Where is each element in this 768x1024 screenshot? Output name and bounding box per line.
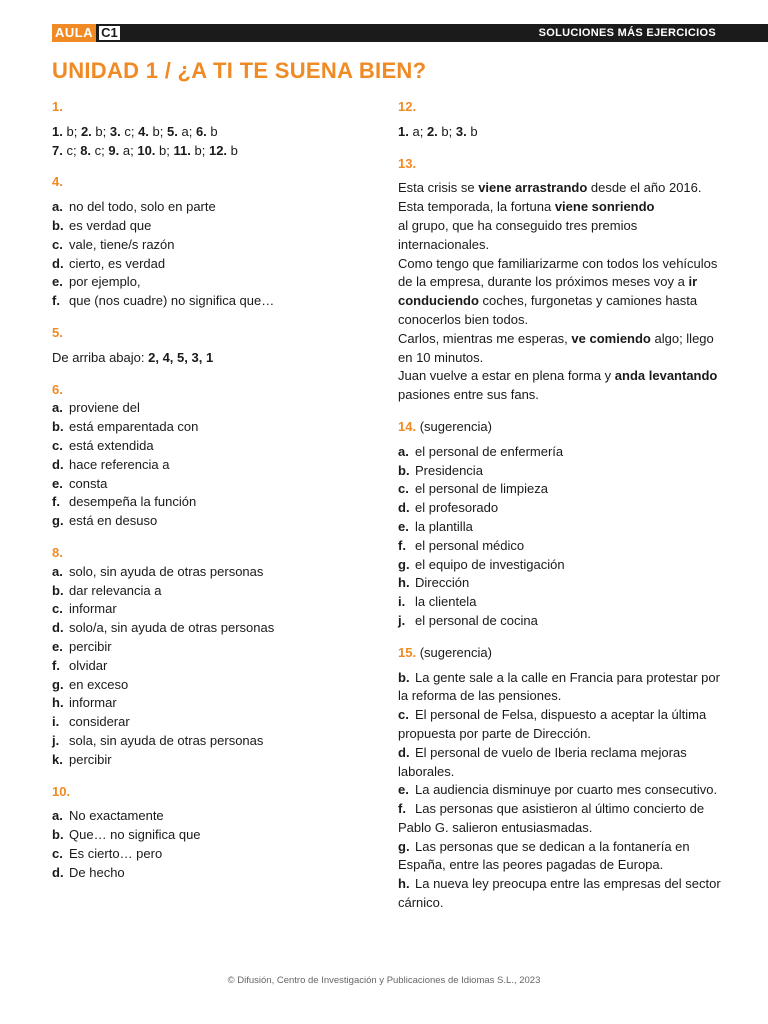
item-number: 12. [208,142,228,158]
item-text: la clientela [415,594,477,610]
item-letter: a. [52,199,63,215]
item-number: 6. [195,123,207,139]
item-text: vale, tiene/s razón [69,236,175,252]
list-item [398,518,728,537]
item-text: dar relevancia a [69,582,162,598]
item-letter: b. [398,462,410,478]
item-letter: f. [398,537,406,553]
item-letter: h. [398,575,410,591]
item-answer: c [66,142,73,158]
item-letter: c. [398,481,409,497]
item-text: el personal de cocina [415,612,538,628]
item-number: 5. [167,123,178,139]
exercise-number: 8. [52,544,63,560]
exercise-number: 12. [398,99,417,114]
item-letter: a. [52,400,63,416]
exercise-14 [398,418,728,631]
exercise-number: 15. [398,644,417,660]
item-letter: i. [52,714,60,730]
right-column [398,98,728,926]
item-letter: d. [52,456,64,472]
item-letter: k. [52,751,63,767]
answer-list [52,807,372,882]
item-letter: c. [52,236,63,252]
answer-sentence: Juan vuelve a estar en plena forma y anda levantando pasiones entre sus fans. [398,368,718,403]
answer-list [398,443,728,631]
item-text: Las personas que asistieron al último concierto de Pablo G. salieron entusiasmadas. [398,801,705,835]
item-text: La gente sale a la calle en Francia para protestar por la reforma de las pensiones. [398,669,720,704]
item-text: Las personas que se dedican a la fontanería en España, entre las peores pagadas de Europa. [398,838,690,873]
item-text: está emparentada con [69,419,199,435]
item-text: solo, sin ayuda de otras personas [69,563,264,579]
list-item [398,443,728,462]
item-letter: d. [52,620,64,636]
aula-logo [52,24,121,42]
item-letter: c. [52,601,63,617]
section-title: SOLUCIONES MÁS EJERCICIOS [538,27,716,39]
item-answer: b [210,123,218,139]
list-item [52,864,372,883]
exercise-number: 14. [398,418,417,434]
item-text: en exceso [69,676,129,692]
exercise-10 [52,783,372,883]
list-item [52,456,372,475]
item-text: el equipo de investigación [415,556,565,572]
answer-prefix: De arriba abajo: [52,349,149,365]
item-number: 9. [108,142,120,158]
list-item [398,499,728,518]
item-letter: d. [398,744,410,760]
item-letter: c. [52,437,63,453]
item-text: percibir [69,638,112,654]
item-text: el profesorado [415,500,499,516]
answer-sentence: Esta temporada, la fortuna viene sonriendo al grupo, que ha conseguido tres premios internacionales. [398,199,655,252]
list-item [52,600,372,619]
exercise-12 [398,98,728,142]
item-letter: g. [52,513,64,529]
exercise-number: 13. [398,155,417,171]
item-letter: j. [52,732,60,748]
item-letter: f. [52,293,60,309]
answer-highlight: viene arrastrando [478,180,588,196]
item-letter: i. [398,594,406,610]
item-text: la plantilla [415,518,473,534]
item-number: 4. [138,123,149,139]
list-item [398,574,728,593]
answer-highlight: ve comiendo [571,330,651,346]
exercise-8 [52,544,372,770]
item-text: La nueva ley preocupa entre las empresas del sector cárnico. [398,876,721,911]
list-item [52,845,372,864]
item-text: proviene del [69,400,140,416]
item-letter: b. [52,827,64,843]
item-letter: b. [398,669,410,685]
item-text: informar [69,601,117,617]
list-item [52,292,372,311]
list-item [52,807,372,826]
item-number: 3. [109,123,121,139]
item-letter: b. [52,582,64,598]
list-item [52,694,372,713]
item-answer: b [66,123,74,139]
item-letter: a. [52,808,63,824]
list-item [52,493,372,512]
list-item [398,781,728,800]
list-item [52,512,372,531]
list-item [52,563,372,582]
item-letter: e. [52,274,63,290]
list-item [52,255,372,274]
item-text: No exactamente [69,808,164,824]
list-item [52,826,372,845]
item-answer: b [470,123,478,139]
item-answer: b [230,142,238,158]
item-text: consta [69,475,108,491]
item-number: 1. [398,123,409,139]
item-number: 3. [455,123,467,139]
item-answer: c [94,142,102,158]
answer-line: 1. b; 2. b; 3. c; 4. b; 5. a; 6. b [52,123,218,139]
item-letter: h. [398,876,410,892]
item-letter: e. [398,782,409,798]
item-text: olvidar [69,657,108,673]
exercise-number: 5. [52,324,63,340]
exercise-1 [52,98,372,160]
list-item [52,619,372,638]
item-text: El personal de Felsa, dispuesto a aceptar la última propuesta por parte de Dirección. [398,707,707,741]
item-text: es verdad que [69,217,152,233]
item-letter: g. [398,556,410,572]
list-item [52,638,372,657]
item-letter: f. [52,494,60,510]
answer-list [398,669,728,913]
item-letter: h. [52,695,64,711]
item-answer: b [152,123,160,139]
item-answer: a [181,123,189,139]
item-letter: e. [398,518,409,534]
item-number: 7. [52,142,63,158]
list-item [52,198,372,217]
item-letter: e. [52,475,63,491]
logo-text: AULA [52,24,96,42]
item-letter: g. [52,676,64,692]
item-text: Es cierto… pero [69,845,163,861]
item-text: Dirección [415,575,470,591]
exercise-note: (sugerencia) [416,644,492,660]
item-letter: g. [398,838,410,854]
item-answer: a [412,123,420,139]
item-number: 2. [426,123,438,139]
list-item [52,236,372,255]
item-text: el personal médico [415,537,525,553]
item-letter: a. [398,443,409,459]
list-item [398,800,728,838]
list-item [398,537,728,556]
exercise-number: 1. [52,99,63,114]
item-letter: f. [52,657,60,673]
item-letter: d. [398,500,410,516]
list-item [52,475,372,494]
exercise-6 [52,381,372,531]
answer-sentence: Esta crisis se viene arrastrando desde el año 2016. [398,180,702,196]
item-letter: f. [398,801,406,817]
item-text: cierto, es verdad [69,255,166,271]
list-item [398,480,728,499]
item-answer: b [194,142,202,158]
list-item [398,669,728,707]
item-text: percibir [69,751,112,767]
list-item [52,582,372,601]
item-text: por ejemplo, [69,274,141,290]
exercise-note: (sugerencia) [416,418,492,434]
list-item [398,593,728,612]
answer-line [52,349,372,368]
list-item [52,437,372,456]
item-text: La audiencia disminuye por cuarto mes consecutivo. [415,782,718,798]
item-text: Que… no significa que [69,827,201,843]
exercise-13 [398,155,728,405]
list-item [398,838,728,876]
list-item [398,875,728,913]
list-item [52,217,372,236]
item-letter: e. [52,638,63,654]
item-letter: b. [52,217,64,233]
list-item [398,556,728,575]
list-item [398,462,728,481]
item-text: el personal de limpieza [415,481,548,497]
item-text: hace referencia a [69,456,170,472]
item-number: 2. [80,123,92,139]
item-letter: a. [52,563,63,579]
exercise-15 [398,644,728,913]
list-item [52,732,372,751]
page-title: UNIDAD 1 / ¿A TI TE SUENA BIEN? [52,58,427,83]
item-answer: c [124,123,131,139]
answer-sentence: Como tengo que familiarizarme con todos los vehículos de la empresa, durante los próximos meses voy a ir conduciendo coches, furgonetas y camiones hasta conocerlos bien todos. [398,255,718,327]
answer-highlight: viene sonriendo [554,199,655,215]
answer-list [52,563,372,770]
item-answer: a [122,142,131,158]
item-text: está en desuso [69,513,158,529]
item-number: 10. [137,142,156,158]
item-text: desempeña la función [69,494,197,510]
item-number: 1. [52,123,63,139]
list-item [52,418,372,437]
item-text: no del todo, solo en parte [69,199,216,215]
answer-line: 7. c; 8. c; 9. a; 10. b; 11. b; 12. b [52,142,238,158]
item-letter: d. [52,864,64,880]
logo-level: C1 [98,25,121,41]
answer-highlight: ir conduciendo [398,274,698,309]
exercise-number: 6. [52,381,63,397]
list-item [52,751,372,770]
item-answer: b [95,123,103,139]
exercise-number: 10. [52,783,71,799]
answer-order: 2, 4, 5, 3, 1 [148,349,214,365]
item-text: De hecho [69,864,125,880]
item-text: que (nos cuadre) no significa que… [69,293,275,309]
item-letter: d. [52,255,64,271]
item-text: solo/a, sin ayuda de otras personas [69,620,275,636]
item-answer: b [441,123,449,139]
item-letter: c. [398,707,409,723]
item-text: está extendida [69,437,154,453]
list-item [398,612,728,631]
list-item [398,706,728,744]
item-text: considerar [69,714,130,730]
item-number: 11. [173,142,191,158]
item-letter: j. [398,612,406,628]
item-text: informar [69,695,117,711]
item-text: sola, sin ayuda de otras personas [69,732,264,748]
item-answer: b [159,142,167,158]
item-text: Presidencia [415,462,483,478]
copyright-footer: © Difusión, Centro de Investigación y Publicaciones de Idiomas S.L., 2023 [227,975,541,986]
item-text: El personal de vuelo de Iberia reclama mejoras laborales. [398,744,687,779]
exercise-5 [52,324,372,368]
answer-sentence: Carlos, mientras me esperas, ve comiendo algo; llego en 10 minutos. [398,330,714,365]
item-number: 8. [80,142,92,158]
list-item [52,273,372,292]
answer-list [52,198,372,311]
answer-line: 1. a; 2. b; 3. b [398,123,478,139]
item-letter: c. [52,845,63,861]
list-item [398,744,728,782]
exercise-4 [52,173,372,311]
item-text: el personal de enfermería [415,443,564,459]
left-column [52,98,372,895]
list-item [52,399,372,418]
list-item [52,713,372,732]
answer-list [52,399,372,531]
list-item [52,657,372,676]
answer-highlight: anda levantando [614,368,718,384]
list-item [52,676,372,695]
exercise-number: 4. [52,174,63,190]
item-letter: b. [52,419,64,435]
